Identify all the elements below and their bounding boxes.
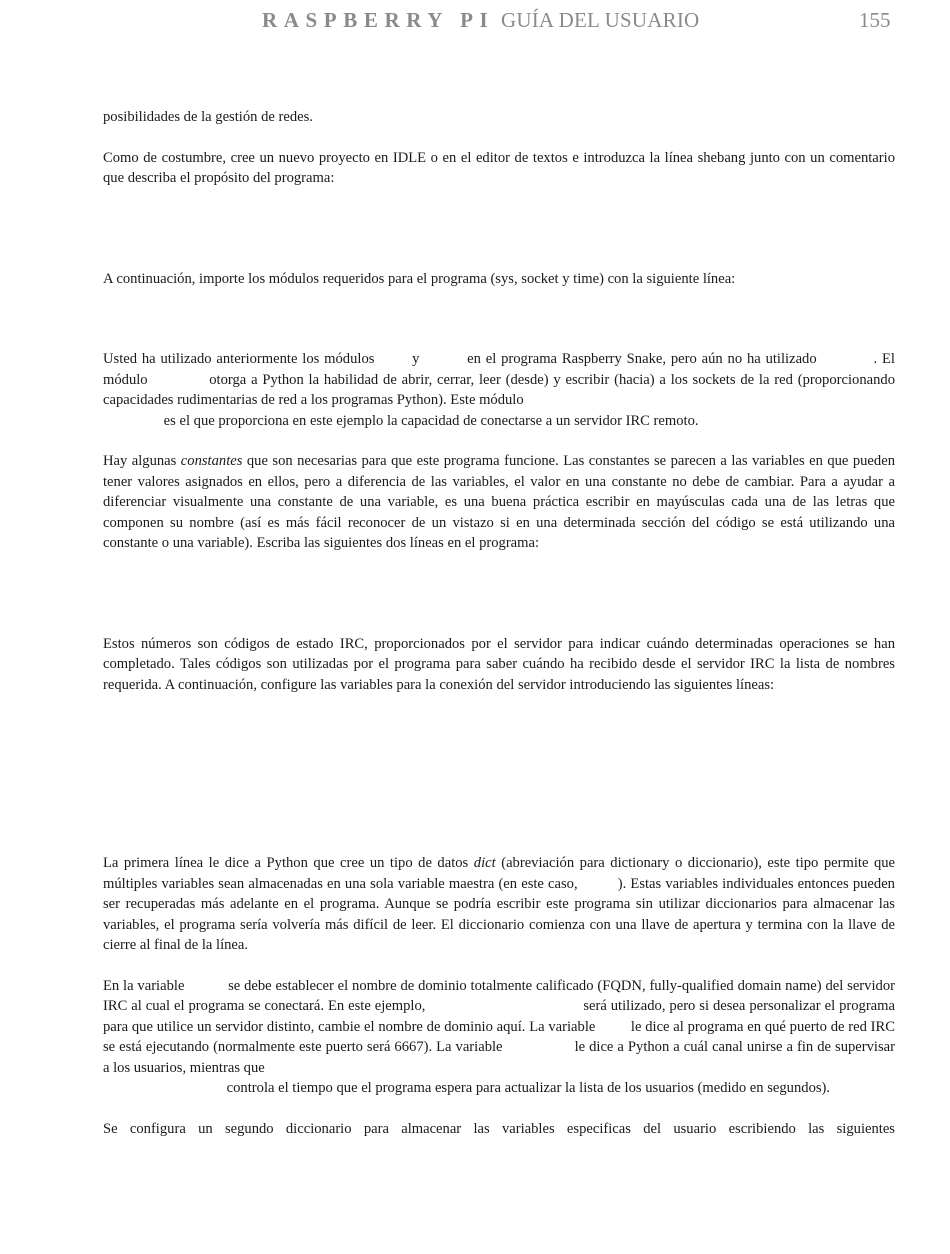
text: En la variable [103, 977, 185, 994]
paragraph-7 [103, 853, 895, 956]
code-block-imports [103, 289, 895, 349]
paragraph-1: posibilidades de la gestión de redes. [103, 109, 313, 125]
text: en el programa Raspberry Snake, pero aún no ha utilizado [467, 351, 817, 367]
text: (abreviación para dictionary o diccionario), este tipo permite que múltiples variables sean almacenadas en una sola variable maestra (en este caso, [103, 855, 896, 892]
text: . El módulo [103, 351, 895, 388]
code-block-constants [103, 554, 895, 634]
text: que son necesarias para que este programa funcione. Las constantes se parecen a las variables en que pueden tener valores asignados en ellos, pero a diferencia de las variables, el valor en una constante no debe de cambiar. Para a ayudar a diferenciar visualmente una constante de una variable, es una buena práctica escribir en mayúsculas cada una de las letras que componen su nombre (así es más fácil reconocer de un vistazo si en una determinada sección del código se está utilizando una constante o una variable). Escriba las siguientes dos líneas en el programa: [103, 453, 895, 551]
spacer [103, 128, 895, 148]
code-block-server-config [103, 695, 895, 853]
page-number: 155 [859, 8, 891, 32]
code-block-shebang [103, 189, 895, 269]
emphasis: dict [473, 855, 496, 871]
text: otorga a Python la habilidad de abrir, cerrar, leer (desde) y escribir (hacia) a los sockets de la red (proporcionando capacidades rudimentarias de red a los programas Python). Este módulo [103, 371, 895, 408]
spacer [103, 956, 895, 976]
text: ). Estas variables individuales entonces pueden ser recuperadas más adelante en el programa. Aunque se podría escribir este programa sin utilizar diccionarios para almacenar las variables, el programa sería volvería más difícil de leer. El diccionario comienza con una llave de apertura y termina con la llave de cierre al final de la línea. [103, 875, 895, 953]
text: Usted ha utilizado anteriormente los módulos [103, 351, 375, 367]
paragraph-9: Se configura un segundo diccionario para almacenar las variables especificas del usuario escribiendo las siguientes [103, 1120, 895, 1137]
emphasis: constantes [180, 453, 243, 469]
text: controla el tiempo que el programa espera para actualizar la lista de los usuarios (medido en segundos). [226, 1080, 831, 1096]
page-body [103, 107, 895, 1139]
text: le dice al programa en qué puerto de red IRC se está ejecutando (normalmente este puerto será 6667). La variable [103, 1018, 896, 1055]
paragraph-6: Estos números son códigos de estado IRC, proporcionados por el servidor para indicar cuándo determinadas operaciones se han completado. Tales códigos son utilizadas por el programa para saber cuándo ha recibido desde el servidor IRC la lista de nombres requerida. A continuación, configure las variables para la conexión del servidor introduciendo las siguientes líneas: [103, 635, 895, 693]
paragraph-8 [103, 976, 895, 1099]
text: Hay algunas [103, 453, 177, 469]
text: se debe establecer el nombre de dominio totalmente calificado (FQDN, fully-qualified domain name) del servidor IRC al cual el programa se conectará. En este ejemplo, [103, 977, 895, 1014]
paragraph-3: A continuación, importe los módulos requeridos para el programa (sys, socket y time) con la siguiente línea: [103, 270, 736, 287]
spacer [103, 431, 895, 451]
spacer [103, 1099, 895, 1119]
paragraph-4 [103, 349, 895, 431]
running-header [0, 6, 950, 38]
book-brand: RASPBERRY PI [262, 8, 495, 32]
text: le dice a Python a cuál canal unirse a fin de supervisar a los usuarios, mientras que [103, 1039, 895, 1076]
text: es el que proporciona en este ejemplo la capacidad de conectarse a un servidor IRC remoto. [163, 412, 699, 429]
paragraph-5 [103, 451, 895, 554]
paragraph-2: Como de costumbre, cree un nuevo proyecto en IDLE o en el editor de textos e introduzca la línea shebang junto con un comentario que describa el propósito del programa: [103, 149, 895, 186]
book-title: GUÍA DEL USUARIO [501, 8, 700, 32]
text: La primera línea le dice a Python que cree un tipo de datos [103, 855, 469, 871]
text: y [412, 351, 420, 367]
text: será utilizado, pero si desea personalizar el programa para que utilice un servidor distinto, cambie el nombre de dominio aquí. La variable [103, 998, 895, 1035]
